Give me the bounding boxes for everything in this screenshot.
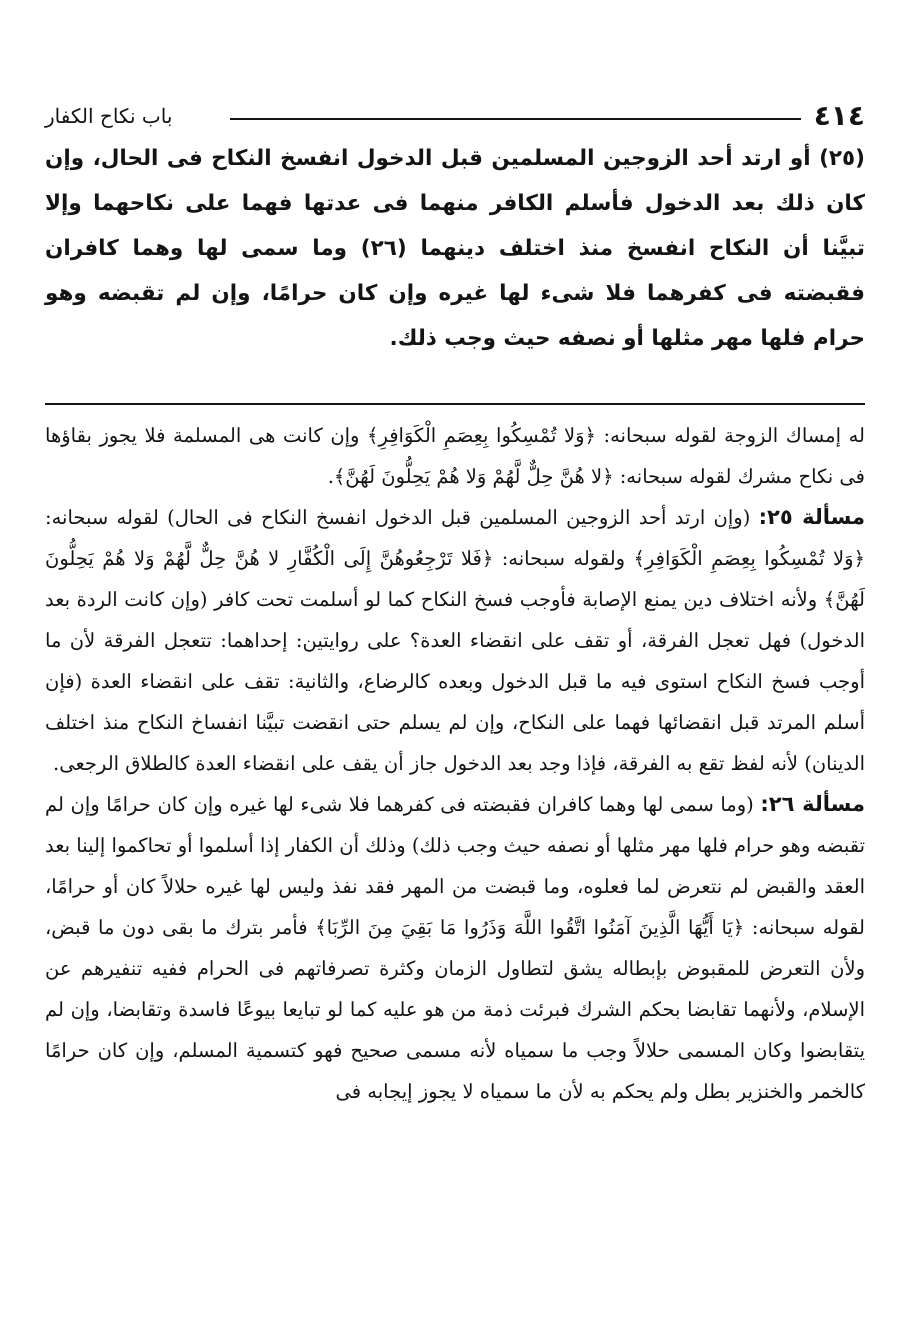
commentary bbox=[45, 415, 865, 1112]
page-header bbox=[45, 96, 865, 136]
masala-26-text: (وما سمى لها وهما كافران فقبضته فى كفرهما فلا شىء لها غيره وإن كان حرامًا وإن لم تقبضه وهو حرام فلها مهر مثلها أو نصفه حيث وجب ذلك) وذلك أن الكفار إذا أسلموا أو تحاكموا إلينا بعد العقد والقبض لم نتعرض لما فعلوه، وما قبضت من المهر فقد نفذ وليس لها غيره حلالاً كان أو حرامًا، لقوله سبحانه: ﴿يَا أَيُّهَا الَّذِينَ آمَنُوا اتَّقُوا اللَّهَ وَذَرُوا مَا بَقِيَ مِنَ الرِّبَا﴾ فأمر بترك ما بقى دون ما قبض، ولأن التعرض للمقبوض بإبطاله يشق لتطاول الزمان وكثرة تصرفاتهم فى الحرام ففيه تنفيرهم عن الإسلام، ولأنهما تقابضا بحكم الشرك فبرئت ذمة من هو عليه كما لو تبايعا بيوعًا فاسدة وتقابضا، وإن لم يتقابضوا وكان المسمى حلالاً وجب ما سمياه لأنه مسمى صحيح فهو كتسمية المسلم، وإن كان حرامًا كالخمر والخنزير بطل ولم يحكم به لأن ما سمياه لا يجوز إيجابه فى bbox=[45, 793, 865, 1103]
masala-25-label: مسألة ٢٥: bbox=[758, 505, 865, 529]
masala-26-paragraph bbox=[45, 784, 865, 1112]
text-divider bbox=[45, 403, 865, 405]
commentary-intro: له إمساك الزوجة لقوله سبحانه: ﴿وَلا تُمْسِكُوا بِعِصَمِ الْكَوَافِرِ﴾ وإن كانت هى المسلمة فلا يجوز بقاؤها فى نكاح مشرك لقوله سبحانه: ﴿لا هُنَّ حِلٌّ لَّهُمْ وَلا هُمْ يَحِلُّونَ لَهُنَّ﴾. bbox=[45, 424, 865, 488]
masala-25-paragraph bbox=[45, 497, 865, 784]
page-number: ٤١٤ bbox=[813, 99, 865, 132]
header-rule bbox=[230, 118, 801, 120]
book-page bbox=[45, 96, 865, 1112]
chapter-title: باب نكاح الكفار bbox=[45, 104, 173, 128]
main-text: (٢٥) أو ارتد أحد الزوجين المسلمين قبل الدخول انفسخ النكاح فى الحال، وإن كان ذلك بعد الدخول فأسلم الكافر منهما فى عدتها فهما على نكاحهما وإلا تبيَّنا أن النكاح انفسخ منذ اختلف دينهما (٢٦) وما سمى لها وهما كافران فقبضته فى كفرهما فلا شىء لها غيره وإن كان حرامًا، وإن لم تقبضه وهو حرام فلها مهر مثلها أو نصفه حيث وجب ذلك. bbox=[45, 146, 866, 351]
masala-25-text: (وإن ارتد أحد الزوجين المسلمين قبل الدخول انفسخ النكاح فى الحال) لقوله سبحانه: ﴿وَلا تُمْسِكُوا بِعِصَمِ الْكَوَافِرِ﴾ ولقوله سبحانه: ﴿فَلا تَرْجِعُوهُنَّ إِلَى الْكُفَّارِ لا هُنَّ حِلٌّ لَّهُمْ وَلا هُمْ يَحِلُّونَ لَهُنَّ﴾ ولأنه اختلاف دين يمنع الإصابة فأوجب فسخ النكاح كما لو أسلمت تحت كافر (وإن كانت الردة بعد الدخول) فهل تعجل الفرقة، أو تقف على انقضاء العدة؟ على روايتين: إحداهما: تتعجل الفرقة لأن ما أوجب فسخ النكاح استوى فيه ما قبل الدخول وبعده كالرضاع، والثانية: تقف على انقضاء العدة (فإن أسلم المرتد قبل انقضائها فهما على النكاح، وإن لم يسلم حتى انقضت تبيَّنا انفساخ النكاح منذ اختلف الدينان) لأنه لفظ تقع به الفرقة، فإذا وجد بعد الدخول جاز أن يقف على انقضاء العدة كالطلاق الرجعى. bbox=[45, 506, 865, 775]
masala-26-label: مسألة ٢٦: bbox=[760, 792, 865, 816]
